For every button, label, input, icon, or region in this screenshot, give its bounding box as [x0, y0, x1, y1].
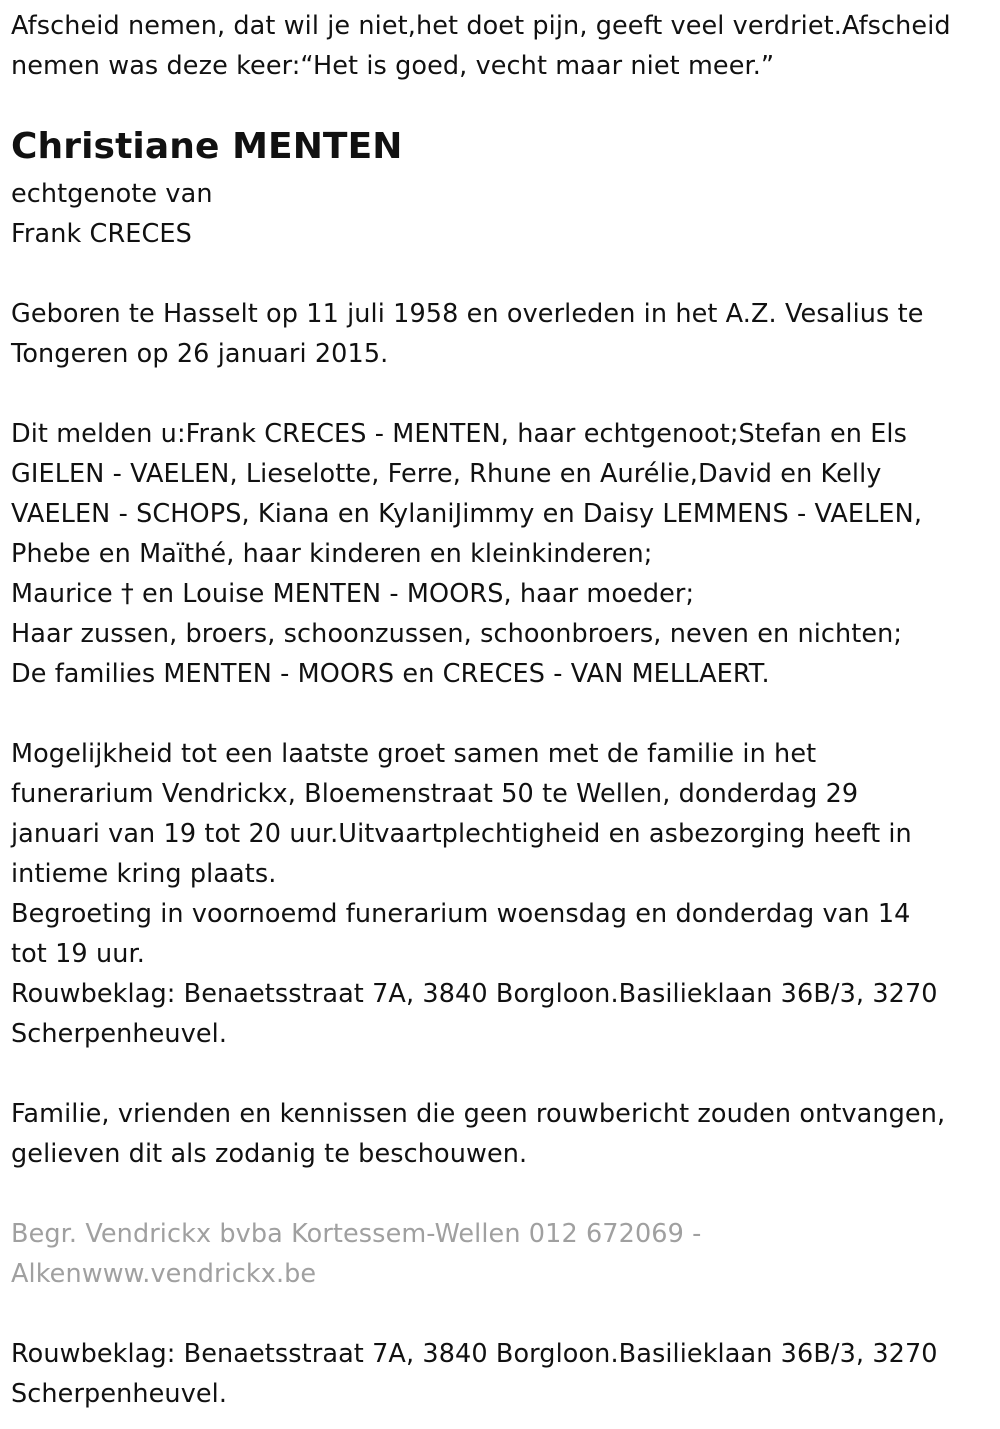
announcers-line-6: Haar zussen, broers, schoonzussen, schoonbroers, neven en nichten; — [11, 619, 903, 649]
deceased-name: Christiane MENTEN — [11, 126, 403, 167]
birth-death-line-1: Geboren te Hasselt op 11 juli 1958 en overleden in het A.Z. Vesalius te — [11, 299, 924, 329]
undertaker-line-2: Alkenwww.vendrickx.be — [11, 1259, 317, 1289]
deceased-relation: echtgenote van — [11, 179, 213, 209]
birth-death-line-2: Tongeren op 26 januari 2015. — [11, 339, 389, 369]
announcers-line-1: Dit melden u:Frank CRECES - MENTEN, haar echtgenoot;Stefan en Els — [11, 419, 907, 449]
quote-line-2: nemen was deze keer:“Het is goed, vecht maar niet meer.” — [11, 51, 775, 81]
condolences-line-1: Rouwbeklag: Benaetsstraat 7A, 3840 Borgloon.Basilieklaan 36B/3, 3270 — [11, 1339, 938, 1369]
spouse-name: Frank CRECES — [11, 219, 192, 249]
notice-line-1: Familie, vrienden en kennissen die geen rouwbericht zouden ontvangen, — [11, 1099, 946, 1129]
ceremony-line-5: Begroeting in voornoemd funerarium woensdag en donderdag van 14 — [11, 899, 911, 929]
condolences-line-2: Scherpenheuvel. — [11, 1379, 228, 1409]
notice-line-2: gelieven dit als zodanig te beschouwen. — [11, 1139, 528, 1169]
announcers-line-7: De families MENTEN - MOORS en CRECES - VAN MELLAERT. — [11, 659, 770, 689]
announcers-line-4: Phebe en Maïthé, haar kinderen en kleinkinderen; — [11, 539, 653, 569]
announcers-line-5: Maurice † en Louise MENTEN - MOORS, haar moeder; — [11, 579, 695, 609]
ceremony-line-2: funerarium Vendrickx, Bloemenstraat 50 te Wellen, donderdag 29 — [11, 779, 859, 809]
undertaker-line-1: Begr. Vendrickx bvba Kortessem-Wellen 012 672069 - — [11, 1219, 702, 1249]
ceremony-line-3: januari van 19 tot 20 uur.Uitvaartplechtigheid en asbezorging heeft in — [11, 819, 912, 849]
ceremony-line-6: tot 19 uur. — [11, 939, 145, 969]
announcers-line-2: GIELEN - VAELEN, Lieselotte, Ferre, Rhune en Aurélie,David en Kelly — [11, 459, 882, 489]
ceremony-line-8: Scherpenheuvel. — [11, 1019, 228, 1049]
ceremony-line-1: Mogelijkheid tot een laatste groet samen met de familie in het — [11, 739, 817, 769]
quote-line-1: Afscheid nemen, dat wil je niet,het doet pijn, geeft veel verdriet.Afscheid — [11, 11, 951, 41]
ceremony-line-7: Rouwbeklag: Benaetsstraat 7A, 3840 Borgloon.Basilieklaan 36B/3, 3270 — [11, 979, 938, 1009]
ceremony-line-4: intieme kring plaats. — [11, 859, 277, 889]
announcers-line-3: VAELEN - SCHOPS, Kiana en KylaniJimmy en Daisy LEMMENS - VAELEN, — [11, 499, 923, 529]
